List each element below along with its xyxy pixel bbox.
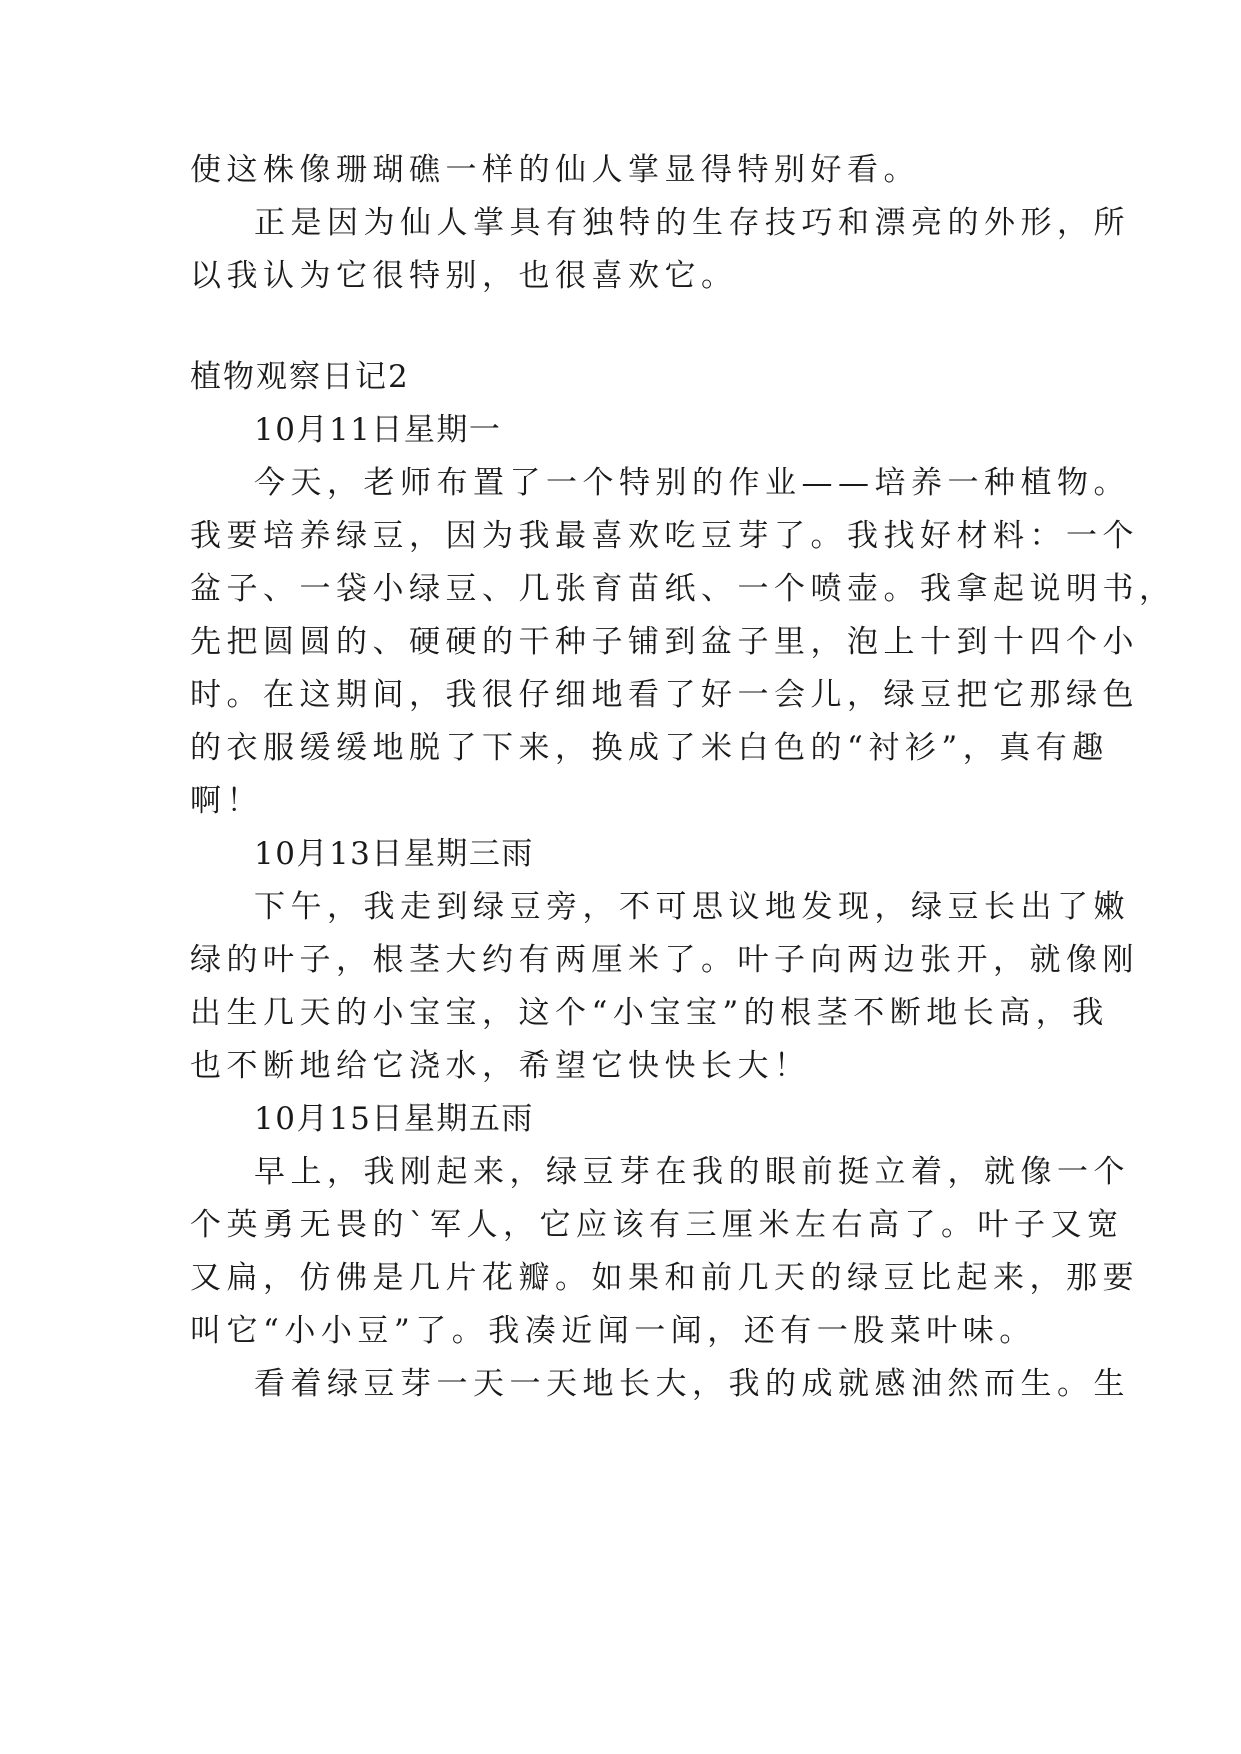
paragraph-line: 看着绿豆芽一天一天地长大，我的成就感油然而生。生 <box>254 1366 1130 1402</box>
paragraph-line: 的衣服缓缓地脱了下来，换成了米白色的“衬衫”，真有趣 <box>190 730 1109 766</box>
paragraph-line: 以我认为它很特别，也很喜欢它。 <box>190 258 738 294</box>
paragraph-line: 时。在这期间，我很仔细地看了好一会儿，绿豆把它那绿色 <box>190 677 1139 713</box>
paragraph-line: 啊！ <box>190 783 263 819</box>
paragraph-line: 今天，老师布置了一个特别的作业——培养一种植物。 <box>254 465 1130 501</box>
diary-date: 10月13日星期三雨 <box>254 836 534 872</box>
section-title: 植物观察日记2 <box>190 359 410 395</box>
paragraph-line: 我要培养绿豆，因为我最喜欢吃豆芽了。我找好材料：一个 <box>190 518 1139 554</box>
paragraph-line: 先把圆圆的、硬硬的干种子铺到盆子里，泡上十到十四个小 <box>190 624 1139 660</box>
paragraph-line: 叫它“小小豆”了。我凑近闻一闻，还有一股菜叶味。 <box>190 1313 1036 1349</box>
paragraph-line: 绿的叶子，根茎大约有两厘米了。叶子向两边张开，就像刚 <box>190 942 1139 978</box>
paragraph-line: 早上，我刚起来，绿豆芽在我的眼前挺立着，就像一个 <box>254 1154 1130 1190</box>
paragraph-line: 又扁，仿佛是几片花瓣。如果和前几天的绿豆比起来，那要 <box>190 1260 1139 1296</box>
diary-date: 10月11日星期一 <box>254 412 502 448</box>
paragraph-line: 盆子、一袋小绿豆、几张育苗纸、一个喷壶。我拿起说明书， <box>190 571 1176 607</box>
paragraph-line: 使这株像珊瑚礁一样的仙人掌显得特别好看。 <box>190 152 920 188</box>
paragraph-line: 出生几天的小宝宝，这个“小宝宝”的根茎不断地长高，我 <box>190 995 1109 1031</box>
paragraph-line: 个英勇无畏的`军人，它应该有三厘米左右高了。叶子又宽 <box>190 1207 1124 1243</box>
diary-date: 10月15日星期五雨 <box>254 1101 534 1137</box>
paragraph-line: 下午，我走到绿豆旁，不可思议地发现，绿豆长出了嫩 <box>254 889 1130 925</box>
paragraph-line: 也不断地给它浇水，希望它快快长大！ <box>190 1048 811 1084</box>
paragraph-line: 正是因为仙人掌具有独特的生存技巧和漂亮的外形，所 <box>254 205 1130 241</box>
